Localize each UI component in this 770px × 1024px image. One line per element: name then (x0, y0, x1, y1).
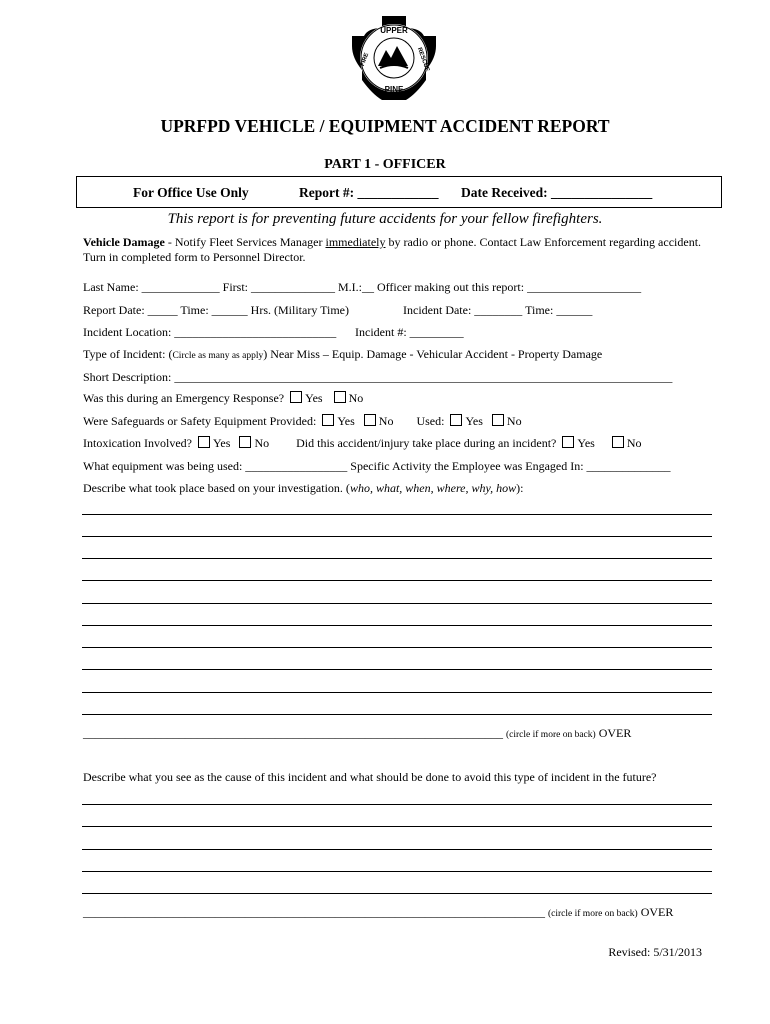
safeguards-row: Were Safeguards or Safety Equipment Provided: Yes No Used: Yes No (83, 414, 522, 428)
intoxication-no-checkbox[interactable] (239, 436, 251, 448)
used-no-checkbox[interactable] (492, 414, 504, 426)
writing-line[interactable] (82, 714, 712, 715)
writing-line[interactable] (82, 804, 712, 805)
tagline: This report is for preventing future accidents for your fellow firefighters. (167, 211, 603, 227)
svg-text:RESCUE: RESCUE (415, 46, 431, 73)
equipment-row[interactable]: What equipment was being used: _________________ Specific Activity the Employee was Engaged In: ______________ (83, 459, 671, 473)
revised-date: Revised: 5/31/2013 (608, 945, 702, 959)
cause-prompt: Describe what you see as the cause of this incident and what should be done to avoid this type of incident in the future? (83, 770, 657, 784)
writing-line[interactable] (82, 692, 712, 693)
intoxication-yes-checkbox[interactable] (198, 436, 210, 448)
report-title: UPRFPD VEHICLE / EQUIPMENT ACCIDENT REPORT (160, 116, 610, 136)
intoxication-row: Intoxication Involved? Yes No Did this accident/injury take place during an incident? Yes No (83, 436, 642, 450)
writing-line[interactable] (82, 625, 712, 626)
writing-line[interactable] (82, 514, 712, 515)
svg-text:FIRE: FIRE (359, 52, 371, 68)
writing-line[interactable] (82, 558, 712, 559)
writing-line[interactable] (82, 893, 712, 894)
over-label: OVER (598, 726, 632, 740)
incident-type-row: Type of Incident: (Circle as many as apply) Near Miss – Equip. Damage - Vehicular Accident - Property Damage (83, 347, 603, 361)
office-use-box (76, 176, 722, 208)
emergency-response-row: Was this during an Emergency Response? Yes No (83, 391, 364, 405)
office-use-label: For Office Use Only (133, 185, 249, 200)
fire-department-logo (350, 14, 438, 102)
safeguards-no-checkbox[interactable] (364, 414, 376, 426)
incident-location-field[interactable]: Incident Location: ___________________________ (83, 325, 337, 339)
report-date-row[interactable]: Report Date: _____ Time: ______ Hrs. (Military Time) (83, 303, 350, 317)
continue-line-1: ______________________________________________________________________ (circle if more on back) OVER (83, 726, 632, 740)
writing-line[interactable] (82, 871, 712, 872)
writing-line[interactable] (82, 580, 712, 581)
writing-line[interactable] (82, 669, 712, 670)
describe-prompt: Describe what took place based on your investigation. (who, what, when, where, why, how): (83, 481, 524, 495)
safeguards-yes-checkbox[interactable] (322, 414, 334, 426)
incident-date-row[interactable]: Incident Date: ________ Time: ______ (403, 303, 593, 317)
writing-line[interactable] (82, 536, 712, 537)
part-heading: PART 1 - OFFICER (324, 157, 446, 172)
emergency-no-checkbox[interactable] (334, 391, 346, 403)
svg-text:PINE: PINE (384, 85, 404, 94)
writing-line[interactable] (82, 603, 712, 604)
vehicle-damage-notice: Vehicle Damage - Notify Fleet Services Manager immediately by radio or phone. Contact Law Enforcement regarding accident. Turn in completed form to Personnel Director. (83, 235, 702, 264)
over-label: OVER (640, 905, 674, 919)
report-number-field[interactable]: Report #: ____________ (299, 185, 439, 200)
emergency-yes-checkbox[interactable] (290, 391, 302, 403)
incident-number-field[interactable]: Incident #: _________ (355, 325, 464, 339)
writing-line[interactable] (82, 826, 712, 827)
writing-line[interactable] (82, 849, 712, 850)
continue-line-2: _____________________________________________________________________________ (circle if more on back) OVER (83, 905, 674, 919)
name-row[interactable]: Last Name: _____________ First: ______________ M.I.:__ Officer making out this report: ___________________ (83, 280, 642, 294)
writing-line[interactable] (82, 647, 712, 648)
used-yes-checkbox[interactable] (450, 414, 462, 426)
date-received-field[interactable]: Date Received: _______________ (461, 185, 653, 200)
during-incident-yes-checkbox[interactable] (562, 436, 574, 448)
svg-text:UPPER: UPPER (380, 26, 408, 35)
short-description-field[interactable]: Short Description: ___________________________________________________________________________________ (83, 370, 673, 384)
during-incident-no-checkbox[interactable] (612, 436, 624, 448)
